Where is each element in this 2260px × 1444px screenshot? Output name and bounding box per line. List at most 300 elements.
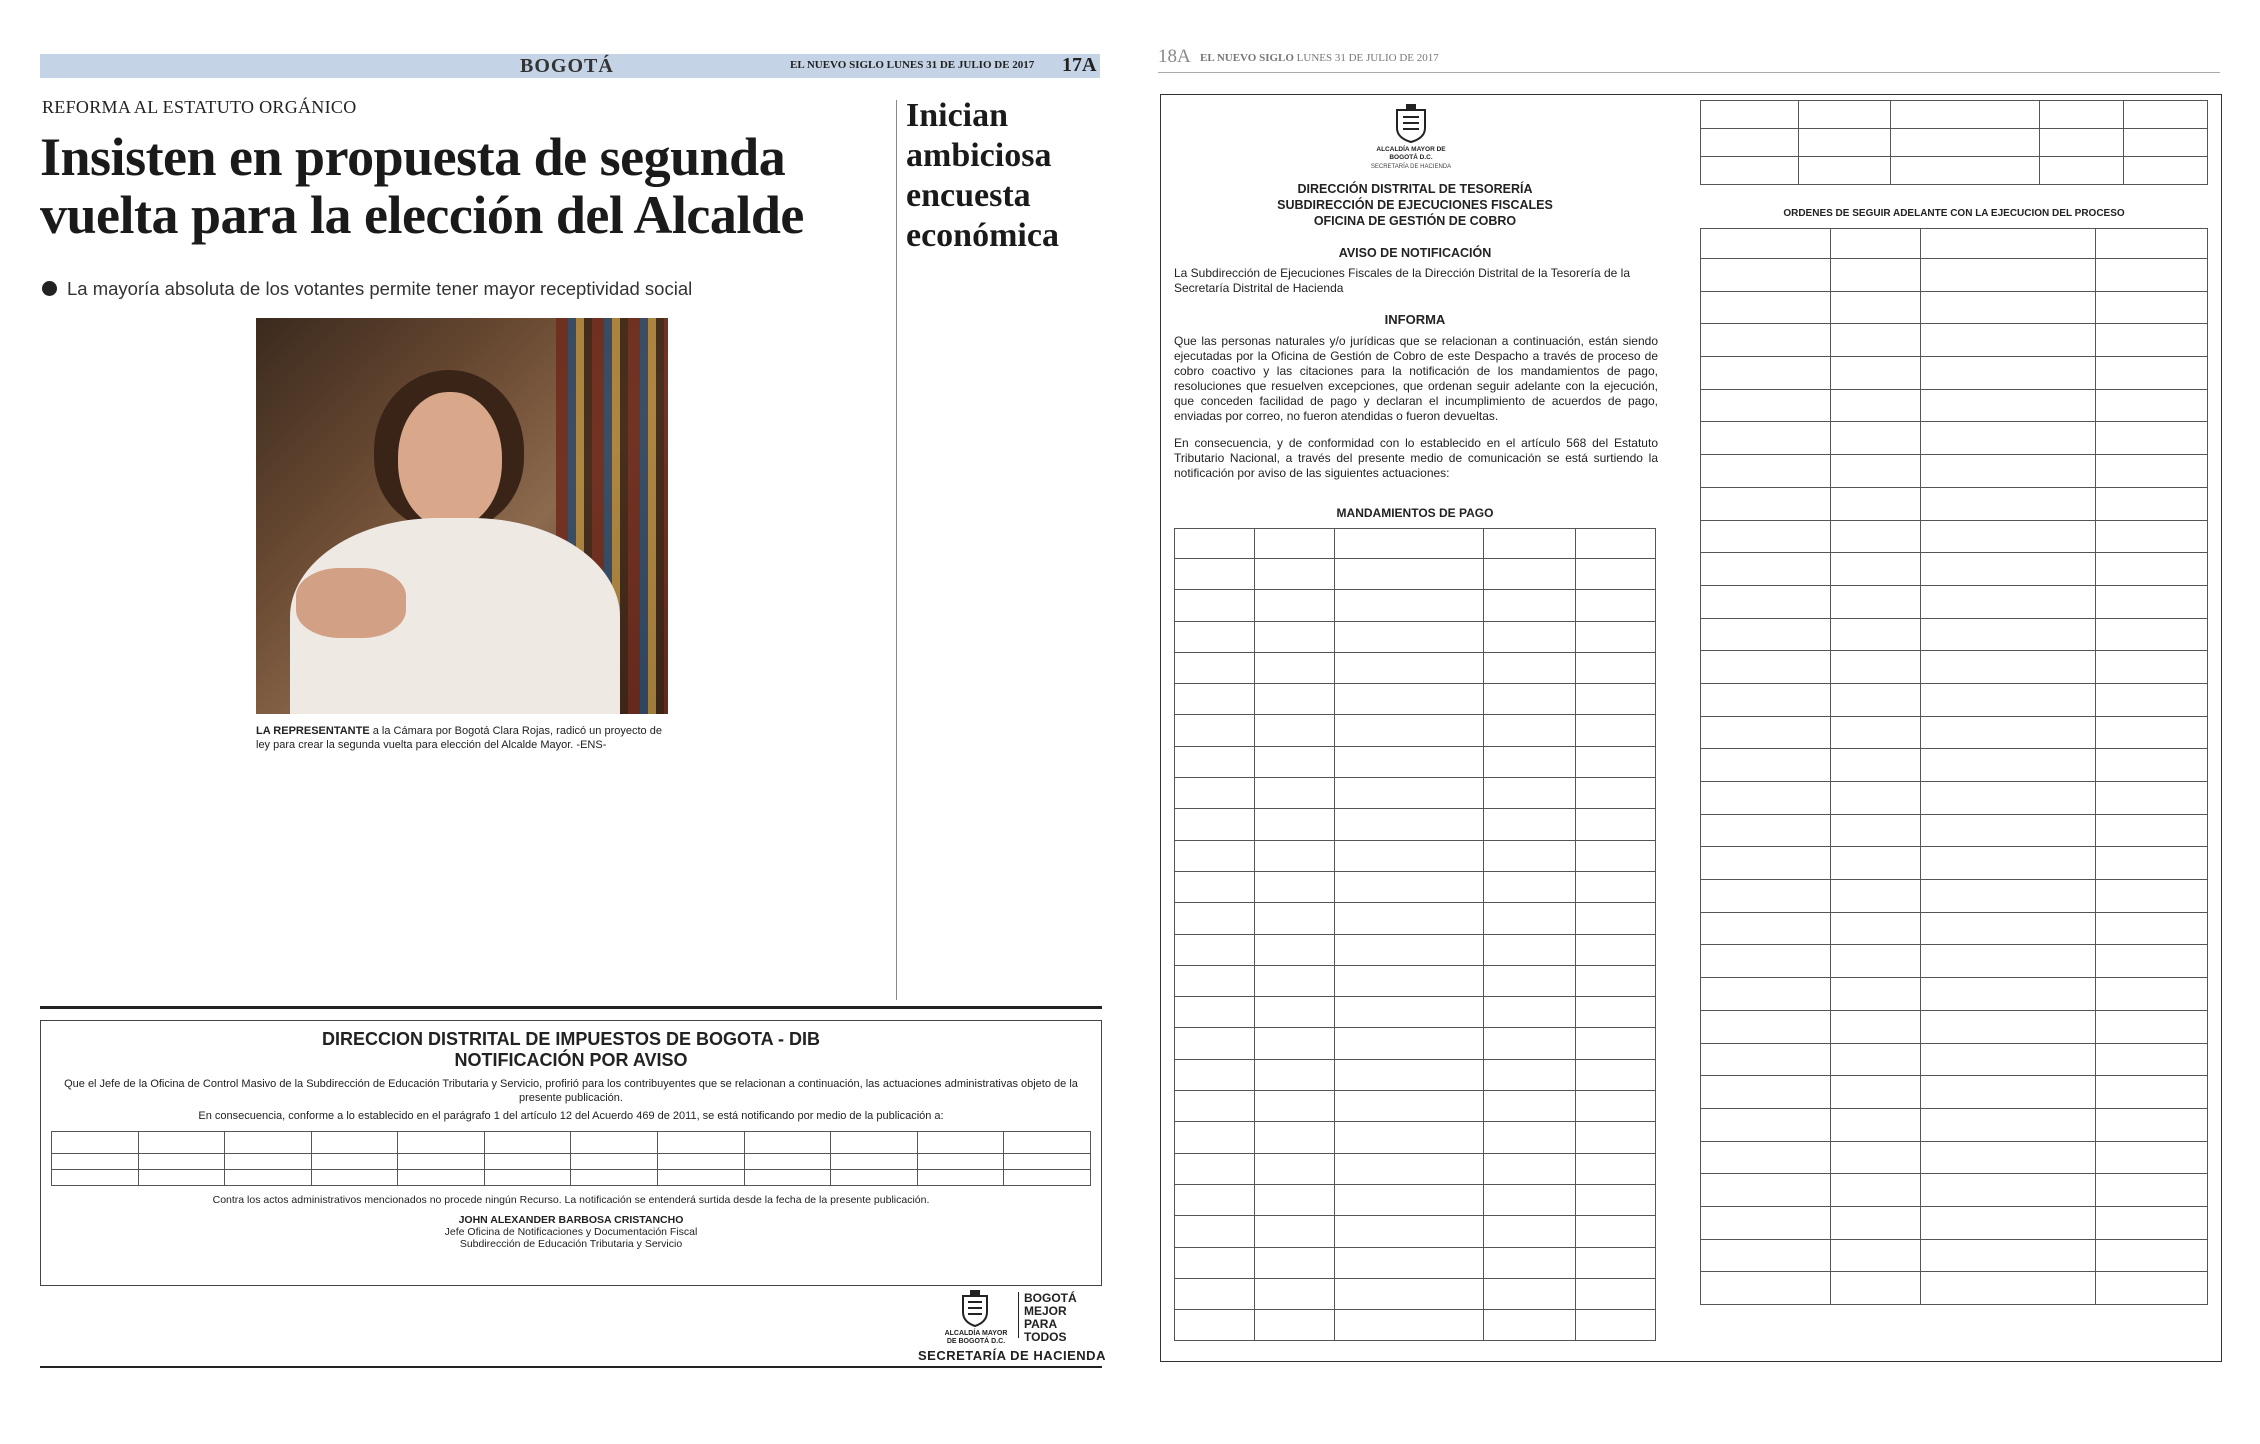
table-row <box>1701 1108 2208 1141</box>
table-row <box>1175 1184 1656 1215</box>
table-cell <box>1830 422 1920 455</box>
table-cell <box>1701 716 1831 749</box>
alcaldia-seal-icon <box>960 1290 990 1328</box>
table-cell <box>1920 1141 2096 1174</box>
table-cell <box>1830 912 1920 945</box>
table-cell <box>1920 259 2096 292</box>
table-row <box>1175 1310 1656 1341</box>
table-cell <box>1254 621 1334 652</box>
table-cell <box>1920 1239 2096 1272</box>
table-cell <box>1830 1206 1920 1239</box>
dib-signer: JOHN ALEXANDER BARBOSA CRISTANCHO <box>458 1214 684 1226</box>
table-cell <box>1576 1247 1656 1278</box>
table-cell <box>1334 840 1484 871</box>
table-cell <box>1576 997 1656 1028</box>
table-cell <box>1334 1091 1484 1122</box>
column-divider <box>896 100 897 1000</box>
table-cell <box>1830 1043 1920 1076</box>
table-cell <box>484 1154 571 1170</box>
table-row <box>1701 782 2208 815</box>
table-cell <box>1701 1108 1831 1141</box>
table-cell <box>1701 1174 1831 1207</box>
table-cell <box>1701 389 1831 422</box>
dir-title-1: DIRECCIÓN DISTRITAL DE TESORERÍA <box>1297 182 1533 196</box>
table-cell <box>1254 1091 1334 1122</box>
column-header <box>1254 529 1334 559</box>
table-row <box>1175 1091 1656 1122</box>
table-row <box>1701 1010 2208 1043</box>
table-cell <box>2096 487 2208 520</box>
table-cell <box>1175 715 1255 746</box>
informa-title: INFORMA <box>1384 312 1446 327</box>
table-cell <box>1701 422 1831 455</box>
table-cell <box>2124 157 2208 185</box>
table-cell <box>1175 1153 1255 1184</box>
table-cell <box>1254 590 1334 621</box>
table-cell <box>1484 1028 1576 1059</box>
table-row <box>1701 814 2208 847</box>
table-cell <box>1175 559 1255 590</box>
table-row <box>1701 1239 2208 1272</box>
table-cell <box>1175 1028 1255 1059</box>
table-cell <box>1254 809 1334 840</box>
table-cell <box>1175 997 1255 1028</box>
table-cell <box>1254 746 1334 777</box>
table-cell <box>1701 585 1831 618</box>
table-cell <box>1890 129 2040 157</box>
table-cell <box>2096 291 2208 324</box>
mandamientos-table-wrap <box>1174 528 1656 1341</box>
column-header <box>917 1132 1004 1154</box>
table-cell <box>1484 997 1576 1028</box>
table-cell <box>1920 291 2096 324</box>
table-cell <box>1484 1184 1576 1215</box>
table-row <box>1701 487 2208 520</box>
table-cell <box>1484 1091 1576 1122</box>
table-row <box>1701 1076 2208 1109</box>
table-cell <box>1254 1278 1334 1309</box>
table-cell <box>1920 1174 2096 1207</box>
column-header <box>138 1132 225 1154</box>
top-table-wrap <box>1700 100 2208 185</box>
table-cell <box>1890 101 2040 129</box>
dib-footer: Contra los actos administrativos mencionados no procede ningún Recurso. La notificación se entenderá surtida desde la fecha de la presente publicación. <box>212 1194 930 1206</box>
table-cell <box>1701 847 1831 880</box>
table-cell <box>1920 782 2096 815</box>
table-row <box>1701 1174 2208 1207</box>
table-cell <box>1830 1108 1920 1141</box>
table-cell <box>2096 1076 2208 1109</box>
table-header-row <box>1175 529 1656 559</box>
table-cell <box>1334 934 1484 965</box>
table-header-row <box>52 1132 1091 1154</box>
table-cell <box>1334 746 1484 777</box>
table-cell <box>1175 840 1255 871</box>
table-cell <box>1701 978 1831 1011</box>
table-cell <box>1175 1091 1255 1122</box>
table-cell <box>1334 871 1484 902</box>
table-cell <box>1576 903 1656 934</box>
table-row <box>1701 618 2208 651</box>
column-header <box>398 1132 485 1154</box>
table-cell <box>1701 1141 1831 1174</box>
table-cell <box>2096 553 2208 586</box>
table-cell <box>1004 1170 1091 1186</box>
table-cell <box>1576 965 1656 996</box>
table-cell <box>1920 978 2096 1011</box>
table-cell <box>1830 455 1920 488</box>
table-row <box>1701 651 2208 684</box>
table-cell <box>1576 1028 1656 1059</box>
table-cell <box>1254 684 1334 715</box>
table-cell <box>1830 749 1920 782</box>
table-cell <box>1830 1174 1920 1207</box>
table-cell <box>1920 585 2096 618</box>
table-cell <box>2096 716 2208 749</box>
table-cell <box>1701 1043 1831 1076</box>
table-cell <box>2096 1272 2208 1305</box>
table-cell <box>1334 1059 1484 1090</box>
column-header <box>658 1132 745 1154</box>
right-masthead-date: LUNES 31 DE JULIO DE 2017 <box>1296 52 1439 64</box>
right-page-number: 18A <box>1158 46 1191 67</box>
table-cell <box>1254 997 1334 1028</box>
table-cell <box>1175 621 1255 652</box>
table-row <box>1701 1043 2208 1076</box>
rule-heavy <box>40 1006 1102 1009</box>
alcaldia-logo-text: ALCALDÍA MAYOR DE BOGOTÁ D.C. <box>944 1330 1008 1345</box>
table-row <box>1701 749 2208 782</box>
table-cell <box>1484 746 1576 777</box>
table-row <box>1175 1122 1656 1153</box>
table-cell <box>744 1170 831 1186</box>
table-cell <box>484 1170 571 1186</box>
table-cell <box>2096 749 2208 782</box>
table-cell <box>1920 455 2096 488</box>
article-column-2 <box>256 768 452 998</box>
table-cell <box>1254 715 1334 746</box>
masthead <box>790 59 1034 71</box>
table-cell <box>1920 487 2096 520</box>
dir-title-2: SUBDIRECCIÓN DE EJECUCIONES FISCALES <box>1277 198 1553 212</box>
table-cell <box>1175 871 1255 902</box>
table-cell <box>2096 651 2208 684</box>
table-cell <box>1830 782 1920 815</box>
table-cell <box>1576 559 1656 590</box>
table-cell <box>1334 1184 1484 1215</box>
table-cell <box>1484 965 1576 996</box>
table-cell <box>1576 934 1656 965</box>
table-cell <box>1175 1059 1255 1090</box>
table-cell <box>52 1154 139 1170</box>
table-cell <box>1701 291 1831 324</box>
table-cell <box>1484 778 1576 809</box>
table-row <box>1175 965 1656 996</box>
dib-paragraph-1: Que el Jefe de la Oficina de Control Masivo de la Subdirección de Educación Tributaria y Servicio, profirió para los contribuyentes que se relacionan a continuación, las actuaciones administrativas objeto de la presente publicación. <box>64 1078 1078 1104</box>
aviso-text: La Subdirección de Ejecuciones Fiscales de la Dirección Distrital de la Tesorería de la Secretaría Distrital de Hacienda <box>1174 266 1631 295</box>
table-cell <box>1334 1247 1484 1278</box>
table-cell <box>1920 1206 2096 1239</box>
table-cell <box>1830 585 1920 618</box>
table-cell <box>1701 520 1831 553</box>
table-row <box>52 1170 1091 1186</box>
aviso-title: AVISO DE NOTIFICACIÓN <box>1338 246 1492 260</box>
table-cell <box>1484 715 1576 746</box>
subhead-text: La mayoría absoluta de los votantes permite tener mayor receptividad social <box>67 278 693 299</box>
photo-caption <box>256 724 668 752</box>
table-cell <box>2124 101 2208 129</box>
table-cell <box>1254 871 1334 902</box>
bottom-rule <box>40 1366 1102 1368</box>
table-header-row <box>1701 229 2208 259</box>
table-cell <box>1576 684 1656 715</box>
table-cell <box>1484 652 1576 683</box>
table-cell <box>1701 651 1831 684</box>
table-cell <box>571 1170 658 1186</box>
table-cell <box>2040 157 2124 185</box>
table-cell <box>1334 1278 1484 1309</box>
table-cell <box>1254 840 1334 871</box>
table-row <box>1701 716 2208 749</box>
table-cell <box>1701 749 1831 782</box>
column-header <box>1484 529 1576 559</box>
mandamientos-table <box>1174 528 1656 1341</box>
photo-clara-rojas <box>256 318 668 714</box>
masthead-date: LUNES 31 DE JULIO DE 2017 <box>886 59 1035 71</box>
table-cell <box>1254 559 1334 590</box>
table-cell <box>1334 1028 1484 1059</box>
table-cell <box>1484 1247 1576 1278</box>
table-cell <box>1576 1122 1656 1153</box>
table-cell <box>1334 1216 1484 1247</box>
headline: Insisten en propuesta de segunda vuelta para la elección del Alcalde <box>40 127 804 245</box>
table-cell <box>1484 1059 1576 1090</box>
table-cell <box>2096 1108 2208 1141</box>
table-cell <box>1830 1076 1920 1109</box>
table-cell <box>1920 749 2096 782</box>
table-cell <box>831 1170 918 1186</box>
table-row <box>1175 1059 1656 1090</box>
table-cell <box>1484 684 1576 715</box>
table-cell <box>1254 1153 1334 1184</box>
table-cell <box>1334 778 1484 809</box>
table-cell <box>2096 520 2208 553</box>
subhead <box>42 278 692 300</box>
table-cell <box>1920 553 2096 586</box>
table-cell <box>1701 259 1831 292</box>
table-cell <box>1576 590 1656 621</box>
table-cell <box>1830 487 1920 520</box>
table-row <box>1701 259 2208 292</box>
table-cell <box>1920 1010 2096 1043</box>
table-row <box>1175 559 1656 590</box>
dir-title-3: OFICINA DE GESTIÓN DE COBRO <box>1313 214 1517 228</box>
table-cell <box>1701 880 1831 913</box>
table-cell <box>1334 715 1484 746</box>
table-cell <box>1484 621 1576 652</box>
table-cell <box>1576 809 1656 840</box>
table-cell <box>1334 559 1484 590</box>
table-cell <box>311 1154 398 1170</box>
table-cell <box>311 1170 398 1186</box>
table-cell <box>2096 618 2208 651</box>
article-column-3 <box>470 768 668 998</box>
table-cell <box>1484 934 1576 965</box>
table-cell <box>1576 1059 1656 1090</box>
table-cell <box>1830 945 1920 978</box>
table-cell <box>1334 1153 1484 1184</box>
column-header <box>2096 229 2208 259</box>
table-cell <box>1830 259 1920 292</box>
secretaria-hacienda: SECRETARÍA DE HACIENDA <box>918 1348 1106 1363</box>
table-cell <box>1890 157 2040 185</box>
table-cell <box>225 1154 312 1170</box>
table-cell <box>2096 1043 2208 1076</box>
table-row <box>1175 1153 1656 1184</box>
table-cell <box>1701 782 1831 815</box>
side-article <box>906 274 1102 998</box>
table-cell <box>1798 101 1890 129</box>
table-cell <box>1830 814 1920 847</box>
column-header <box>831 1132 918 1154</box>
table-cell <box>1175 1278 1255 1309</box>
table-row <box>1175 1028 1656 1059</box>
right-masthead <box>1200 52 1439 64</box>
logo-divider <box>1018 1292 1019 1338</box>
table-cell <box>1254 1310 1334 1341</box>
table-cell <box>1175 1122 1255 1153</box>
table-cell <box>1254 965 1334 996</box>
table-cell <box>1920 618 2096 651</box>
table-cell <box>1254 903 1334 934</box>
table-cell <box>1830 716 1920 749</box>
table-row <box>1701 129 2208 157</box>
table-cell <box>2096 389 2208 422</box>
table-cell <box>1920 880 2096 913</box>
table-cell <box>1334 684 1484 715</box>
table-row <box>1175 590 1656 621</box>
table-cell <box>2096 357 2208 390</box>
column-header <box>1576 529 1656 559</box>
table-cell <box>2096 814 2208 847</box>
table-row <box>1701 1141 2208 1174</box>
table-cell <box>571 1154 658 1170</box>
article-column-4 <box>686 318 884 998</box>
table-cell <box>1484 559 1576 590</box>
table-cell <box>1701 129 1799 157</box>
table-row <box>1175 997 1656 1028</box>
table-row <box>1175 809 1656 840</box>
seal-text-2: SECRETARÍA DE HACIENDA <box>1370 164 1452 170</box>
ordenes-title: ORDENES DE SEGUIR ADELANTE CON LA EJECUCION DEL PROCESO <box>1783 208 2125 219</box>
table-row <box>1701 389 2208 422</box>
table-cell <box>1830 683 1920 716</box>
table-cell <box>1701 618 1831 651</box>
table-cell <box>1576 652 1656 683</box>
informa-paragraph-1: Que las personas naturales y/o jurídicas que se relacionan a continuación, están siendo ejecutadas por la Oficina de Gestión de Cobro de este Despacho a través de proceso de cobro coactivo y las citaciones para la notificación de los mandamientos de pago, resoluciones que resuelven excepciones, que ordenan seguir adelante con la ejecución, que conceden facilidad de pago y declaran el incumplimiento de acuerdos de pago, enviadas por correo, no fueron atendidas o fueron devueltas. <box>1174 334 1658 423</box>
table-cell <box>1830 651 1920 684</box>
table-cell <box>1830 357 1920 390</box>
table-cell <box>1484 871 1576 902</box>
table-row <box>1701 912 2208 945</box>
table-cell <box>1830 389 1920 422</box>
table-cell <box>1701 553 1831 586</box>
table-row <box>1175 1216 1656 1247</box>
table-row <box>1175 778 1656 809</box>
table-cell <box>1920 324 2096 357</box>
table-row <box>1701 101 2208 129</box>
table-cell <box>1830 880 1920 913</box>
table-cell <box>1701 487 1831 520</box>
column-header <box>1334 529 1484 559</box>
table-cell <box>1701 157 1799 185</box>
table-cell <box>1576 840 1656 871</box>
table-row <box>1175 621 1656 652</box>
table-cell <box>2096 1174 2208 1207</box>
column-header <box>1830 229 1920 259</box>
table-cell <box>1830 847 1920 880</box>
table-cell <box>1920 1272 2096 1305</box>
table-cell <box>1830 618 1920 651</box>
table-row <box>1701 978 2208 1011</box>
table-cell <box>1254 1059 1334 1090</box>
table-cell <box>1175 1247 1255 1278</box>
table-cell <box>1175 934 1255 965</box>
page-number: 17A <box>1062 54 1097 76</box>
table-cell <box>1576 1153 1656 1184</box>
table-cell <box>1175 590 1255 621</box>
table-cell <box>225 1170 312 1186</box>
table-cell <box>1920 945 2096 978</box>
table-row <box>1701 357 2208 390</box>
photo-person-hands <box>296 568 406 638</box>
table-cell <box>1701 683 1831 716</box>
table-cell <box>1175 652 1255 683</box>
right-page <box>1130 0 2260 1444</box>
table-row <box>1175 934 1656 965</box>
caption-text: a la Cámara por Bogotá Clara Rojas, radicó un proyecto de ley para crear la segunda vuelta para elección del Alcalde Mayor. -ENS- <box>256 725 662 751</box>
bogota-mejor-logo: BOGOTÁ MEJOR PARA TODOS <box>1024 1291 1077 1344</box>
table-cell <box>1334 997 1484 1028</box>
continuation-table <box>1700 100 2208 185</box>
column-header <box>744 1132 831 1154</box>
table-cell <box>1175 1216 1255 1247</box>
dib-title-1: DIRECCION DISTRITAL DE IMPUESTOS DE BOGOTA - DIB <box>321 1029 821 1049</box>
table-cell <box>2096 1141 2208 1174</box>
table-cell <box>1576 746 1656 777</box>
column-header <box>52 1132 139 1154</box>
table-cell <box>1334 1122 1484 1153</box>
table-cell <box>1830 1141 1920 1174</box>
column-header <box>1175 529 1255 559</box>
table-cell <box>917 1170 1004 1186</box>
table-cell <box>2096 259 2208 292</box>
table-cell <box>1920 422 2096 455</box>
table-cell <box>398 1154 485 1170</box>
column-header <box>1701 229 1831 259</box>
table-cell <box>1701 357 1831 390</box>
table-cell <box>52 1170 139 1186</box>
table-cell <box>2040 129 2124 157</box>
table-row <box>1701 683 2208 716</box>
table-row <box>1175 1247 1656 1278</box>
column-header <box>1920 229 2096 259</box>
table-cell <box>1334 1310 1484 1341</box>
kicker: REFORMA AL ESTATUTO ORGÁNICO <box>42 97 357 117</box>
masthead-name: EL NUEVO SIGLO <box>790 59 884 71</box>
photo-person-face <box>398 392 502 528</box>
table-cell <box>1484 1278 1576 1309</box>
